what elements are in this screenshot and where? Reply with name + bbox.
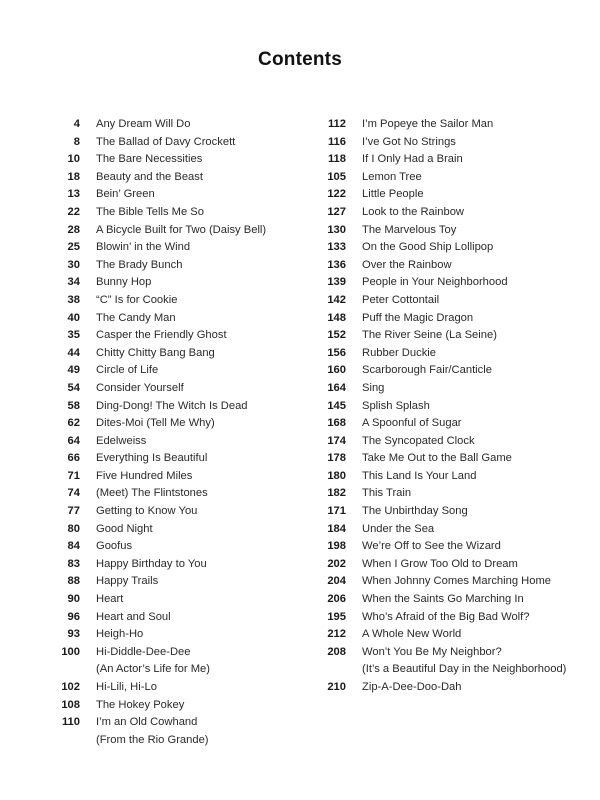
page-number: 210 — [327, 681, 346, 693]
toc-entry — [306, 591, 596, 609]
toc-entry — [306, 257, 596, 275]
toc-entry — [40, 556, 300, 574]
song-title-block — [96, 503, 197, 521]
song-title: Chitty Chitty Bang Bang — [96, 346, 215, 359]
song-title-block — [362, 398, 430, 416]
song-title-block — [96, 485, 208, 503]
song-title-block — [362, 503, 468, 521]
toc-entry — [40, 169, 300, 187]
song-title: “C” Is for Cookie — [96, 293, 178, 306]
toc-entry — [306, 239, 596, 257]
song-title-block — [96, 222, 266, 240]
song-title-block — [362, 626, 461, 644]
song-title: Puff the Magic Dragon — [362, 311, 474, 324]
page-number: 171 — [327, 505, 346, 518]
song-title-block — [362, 521, 434, 539]
song-title-block — [362, 222, 456, 240]
toc-entry — [40, 433, 300, 451]
song-title: The Hokey Pokey — [96, 698, 185, 711]
toc-entry — [40, 573, 300, 591]
song-title: Won’t You Be My Neighbor? — [362, 645, 502, 658]
song-title: Ding-Dong! The Witch Is Dead — [96, 399, 248, 412]
song-title: I’ve Got No Strings — [362, 135, 456, 148]
toc-entry — [306, 292, 596, 310]
song-title: Heart and Soul — [96, 610, 171, 623]
toc-entry — [306, 151, 596, 169]
song-title-block — [362, 134, 456, 152]
song-title-block — [96, 327, 227, 345]
toc-entry — [40, 468, 300, 486]
toc-entry — [306, 538, 596, 556]
page-number: 136 — [327, 258, 346, 271]
page-number: 110 — [61, 716, 80, 729]
toc-entry — [306, 521, 596, 539]
toc-entry — [40, 274, 300, 292]
page-number: 90 — [67, 593, 80, 606]
page-number: 100 — [61, 645, 80, 658]
toc-entry — [306, 556, 596, 574]
song-title-block — [96, 169, 203, 187]
song-title-block — [96, 538, 132, 556]
toc-entry — [40, 327, 300, 345]
song-title-block — [362, 380, 384, 398]
toc-entry — [40, 644, 300, 679]
song-title: Edelweiss — [96, 434, 147, 447]
song-title: This Train — [362, 487, 412, 500]
song-title: Rubber Duckie — [362, 346, 436, 359]
song-title-block — [96, 468, 192, 486]
page-number: 195 — [327, 610, 346, 623]
song-title: A Whole New World — [362, 628, 462, 641]
song-title: The Bible Tells Me So — [96, 205, 204, 218]
page-number: 22 — [67, 205, 80, 218]
page-number: 58 — [67, 399, 80, 412]
page-number: 130 — [327, 223, 346, 236]
song-title-block — [362, 609, 530, 627]
song-title: The Marvelous Toy — [362, 223, 457, 236]
page-number: 25 — [67, 241, 80, 254]
page-number: 102 — [61, 681, 80, 693]
toc-entry — [40, 714, 300, 749]
song-subtitle: (From the Rio Grande) — [96, 733, 209, 746]
page-number: 116 — [327, 135, 346, 148]
song-title-block — [96, 591, 123, 609]
song-title: Bein’ Green — [96, 188, 155, 201]
song-title-block — [96, 204, 204, 222]
song-title: I’m Popeye the Sailor Man — [362, 118, 494, 130]
song-title: On the Good Ship Lollipop — [362, 241, 494, 254]
toc-entry — [306, 398, 596, 416]
song-title: Dites-Moi (Tell Me Why) — [96, 417, 215, 430]
page-number: 30 — [67, 258, 80, 271]
song-title-block — [362, 362, 492, 380]
song-title: Who’s Afraid of the Big Bad Wolf? — [362, 610, 530, 623]
toc-entry — [306, 485, 596, 503]
toc-entry — [306, 186, 596, 204]
song-title-block — [362, 327, 497, 345]
song-title-block — [362, 679, 461, 697]
song-title-block — [96, 644, 210, 679]
page-number: 133 — [327, 241, 346, 254]
page-number: 212 — [327, 628, 346, 641]
song-title-block — [96, 679, 157, 697]
song-title: Happy Birthday to You — [96, 557, 207, 570]
page-number: 71 — [67, 469, 80, 482]
song-title-block — [96, 292, 177, 310]
toc-entry — [306, 644, 596, 679]
page-number: 182 — [327, 487, 346, 500]
song-title-block — [362, 257, 452, 275]
toc-entry — [40, 257, 300, 275]
toc-entry — [40, 450, 300, 468]
toc-entry — [40, 697, 300, 715]
song-title-block — [362, 204, 464, 222]
song-title-block — [362, 169, 422, 187]
page-number: 54 — [67, 381, 80, 394]
song-title-block — [96, 134, 235, 152]
toc-entry — [306, 573, 596, 591]
song-title: The Bare Necessities — [96, 153, 203, 166]
song-title-block — [96, 380, 184, 398]
page-number: 160 — [327, 364, 346, 377]
song-title: Zip-A-Dee-Doo-Dah — [362, 681, 462, 693]
song-title-block — [96, 362, 158, 380]
song-title: Good Night — [96, 522, 153, 535]
song-title: Look to the Rainbow — [362, 205, 464, 218]
song-title-block — [362, 573, 551, 591]
song-title-block — [96, 274, 151, 292]
page-number: 74 — [67, 487, 80, 500]
page-number: 145 — [327, 399, 346, 412]
page-number: 93 — [67, 628, 80, 641]
song-title-block — [362, 538, 501, 556]
toc-entry — [40, 116, 300, 134]
page-number: 77 — [67, 505, 80, 518]
page-number: 38 — [67, 293, 80, 306]
page-number: 10 — [67, 153, 80, 166]
page-number: 152 — [327, 329, 346, 342]
toc-entry — [306, 362, 596, 380]
toc-entry — [306, 310, 596, 328]
page-number: 202 — [327, 557, 346, 570]
song-title: The Ballad of Davy Crockett — [96, 135, 236, 148]
toc-entry — [40, 415, 300, 433]
toc-entry — [306, 626, 596, 644]
toc-entry — [40, 310, 300, 328]
song-title: Scarborough Fair/Canticle — [362, 364, 492, 377]
song-title: Blowin’ in the Wind — [96, 241, 191, 254]
toc-entry — [306, 433, 596, 451]
page-number: 174 — [327, 434, 346, 447]
toc-entry — [40, 239, 300, 257]
song-title: Getting to Know You — [96, 505, 198, 518]
page-number: 108 — [61, 698, 80, 711]
song-title: Everything Is Beautiful — [96, 452, 208, 465]
song-title: Consider Yourself — [96, 381, 184, 394]
song-title-block — [362, 186, 424, 204]
song-title: Take Me Out to the Ball Game — [362, 452, 512, 465]
page-number: 96 — [67, 610, 80, 623]
page-number: 35 — [67, 329, 80, 342]
page-number: 118 — [327, 153, 346, 166]
song-title: Five Hundred Miles — [96, 469, 193, 482]
song-title: If I Only Had a Brain — [362, 153, 463, 166]
contents-right-column — [306, 116, 596, 697]
toc-entry — [40, 398, 300, 416]
page-number: 40 — [67, 311, 80, 324]
page-number: 156 — [327, 346, 346, 359]
toc-entry — [306, 609, 596, 627]
toc-entry — [306, 450, 596, 468]
song-title-block — [362, 468, 476, 486]
song-title: I’m an Old Cowhand — [96, 716, 198, 729]
song-title-block — [96, 310, 176, 328]
song-title: A Bicycle Built for Two (Daisy Bell) — [96, 223, 267, 236]
song-title-block — [96, 239, 190, 257]
song-title-block — [96, 415, 215, 433]
song-title: (Meet) The Flintstones — [96, 487, 208, 500]
toc-entry — [306, 222, 596, 240]
toc-entry — [40, 626, 300, 644]
song-subtitle: (It’s a Beautiful Day in the Neighborhood) — [362, 663, 567, 676]
page-number: 180 — [327, 469, 346, 482]
song-title-block — [362, 345, 436, 363]
song-title: A Spoonful of Sugar — [362, 417, 462, 430]
toc-entry — [40, 292, 300, 310]
toc-entry — [306, 116, 596, 134]
song-title: Over the Rainbow — [362, 258, 452, 271]
toc-entry — [40, 538, 300, 556]
song-title-block — [362, 274, 508, 292]
toc-entry — [306, 380, 596, 398]
toc-entry — [40, 204, 300, 222]
page-number: 168 — [327, 417, 346, 430]
toc-entry — [40, 345, 300, 363]
song-title: Casper the Friendly Ghost — [96, 329, 227, 342]
toc-entry — [40, 362, 300, 380]
page-number: 112 — [327, 118, 346, 130]
toc-entry — [40, 521, 300, 539]
page-number: 28 — [67, 223, 80, 236]
page-number: 44 — [67, 346, 80, 359]
page-number: 198 — [327, 540, 346, 553]
song-title-block — [96, 573, 158, 591]
page-number: 184 — [327, 522, 346, 535]
page-number: 164 — [327, 381, 346, 394]
song-title-block — [96, 151, 202, 169]
song-title-block — [96, 398, 248, 416]
page-number: 64 — [67, 434, 80, 447]
song-title-block — [96, 116, 191, 134]
song-title: Happy Trails — [96, 575, 159, 588]
song-title-block — [96, 609, 171, 627]
page-number: 148 — [327, 311, 346, 324]
song-title-block — [362, 591, 524, 609]
song-title: When I Grow Too Old to Dream — [362, 557, 518, 570]
page-number: 208 — [327, 645, 346, 658]
song-title: We’re Off to See the Wizard — [362, 540, 501, 553]
page-number: 139 — [327, 276, 346, 289]
song-title-block — [362, 151, 463, 169]
toc-entry — [40, 222, 300, 240]
page-number: 122 — [327, 188, 346, 201]
song-subtitle: (An Actor’s Life for Me) — [96, 663, 210, 676]
song-title-block — [362, 292, 439, 310]
contents-left-column — [40, 116, 300, 749]
song-title: Hi-Lili, Hi-Lo — [96, 681, 157, 693]
page-number: 66 — [67, 452, 80, 465]
song-title-block — [362, 644, 566, 679]
song-title: Any Dream Will Do — [96, 118, 191, 130]
song-title-block — [362, 433, 475, 451]
song-title-block — [362, 116, 493, 134]
toc-entry — [40, 186, 300, 204]
song-title: The Syncopated Clock — [362, 434, 475, 447]
toc-entry — [306, 169, 596, 187]
toc-entry — [306, 345, 596, 363]
page-number: 83 — [67, 557, 80, 570]
page-number: 204 — [327, 575, 346, 588]
song-title: The Candy Man — [96, 311, 176, 324]
song-title: Peter Cottontail — [362, 293, 440, 306]
page-number: 206 — [327, 593, 346, 606]
song-title: This Land Is Your Land — [362, 469, 477, 482]
page-number: 13 — [67, 188, 80, 201]
toc-entry — [40, 380, 300, 398]
song-title-block — [362, 239, 493, 257]
toc-entry — [40, 134, 300, 152]
page-number: 8 — [73, 135, 80, 148]
song-title-block — [362, 415, 462, 433]
page-number: 105 — [327, 170, 346, 183]
song-title-block — [96, 257, 182, 275]
toc-entry — [40, 485, 300, 503]
song-title: Lemon Tree — [362, 170, 422, 183]
song-title: Sing — [362, 381, 385, 394]
toc-entry — [40, 503, 300, 521]
song-title: Under the Sea — [362, 522, 435, 535]
toc-entry — [40, 151, 300, 169]
song-title-block — [96, 521, 153, 539]
page-number: 142 — [327, 293, 346, 306]
song-title-block — [96, 697, 184, 715]
song-title-block — [96, 186, 155, 204]
song-title-block — [362, 450, 512, 468]
toc-entry — [306, 274, 596, 292]
song-title: The River Seine (La Seine) — [362, 329, 497, 342]
song-title-block — [362, 556, 518, 574]
page-number: 178 — [327, 452, 346, 465]
song-title-block — [362, 485, 411, 503]
song-title-block — [96, 345, 215, 363]
page-number: 49 — [67, 364, 80, 377]
song-title-block — [96, 714, 209, 749]
toc-entry — [40, 679, 300, 697]
page-number: 127 — [327, 205, 346, 218]
song-title: When Johnny Comes Marching Home — [362, 575, 552, 588]
song-title-block — [96, 626, 143, 644]
page-number: 34 — [67, 276, 80, 289]
song-title: The Brady Bunch — [96, 258, 183, 271]
toc-entry — [306, 204, 596, 222]
page-number: 80 — [67, 522, 80, 535]
toc-entry — [306, 415, 596, 433]
toc-entry — [306, 327, 596, 345]
song-title: Heigh-Ho — [96, 628, 144, 641]
song-title: Little People — [362, 188, 424, 201]
song-title: Circle of Life — [96, 364, 159, 377]
song-title: Heart — [96, 593, 124, 606]
song-title: The Unbirthday Song — [362, 505, 468, 518]
page-number: 62 — [67, 417, 80, 430]
song-title: Goofus — [96, 540, 133, 553]
song-title: Bunny Hop — [96, 276, 152, 289]
toc-entry — [40, 609, 300, 627]
toc-entry — [306, 503, 596, 521]
song-title: Hi-Diddle-Dee-Dee — [96, 645, 191, 658]
page-number: 88 — [67, 575, 80, 588]
song-title-block — [96, 433, 146, 451]
song-title-block — [96, 556, 207, 574]
toc-entry — [306, 679, 596, 697]
page-number: 18 — [67, 170, 80, 183]
song-title-block — [362, 310, 473, 328]
page-number: 4 — [73, 118, 80, 130]
song-title-block — [96, 450, 207, 468]
song-title: Beauty and the Beast — [96, 170, 203, 183]
toc-entry — [306, 468, 596, 486]
toc-entry — [40, 591, 300, 609]
page-title: Contents — [258, 49, 342, 70]
song-title: Splish Splash — [362, 399, 430, 412]
song-title: When the Saints Go Marching In — [362, 593, 524, 606]
song-title: People in Your Neighborhood — [362, 276, 508, 289]
toc-entry — [306, 134, 596, 152]
page-number: 84 — [67, 540, 80, 553]
